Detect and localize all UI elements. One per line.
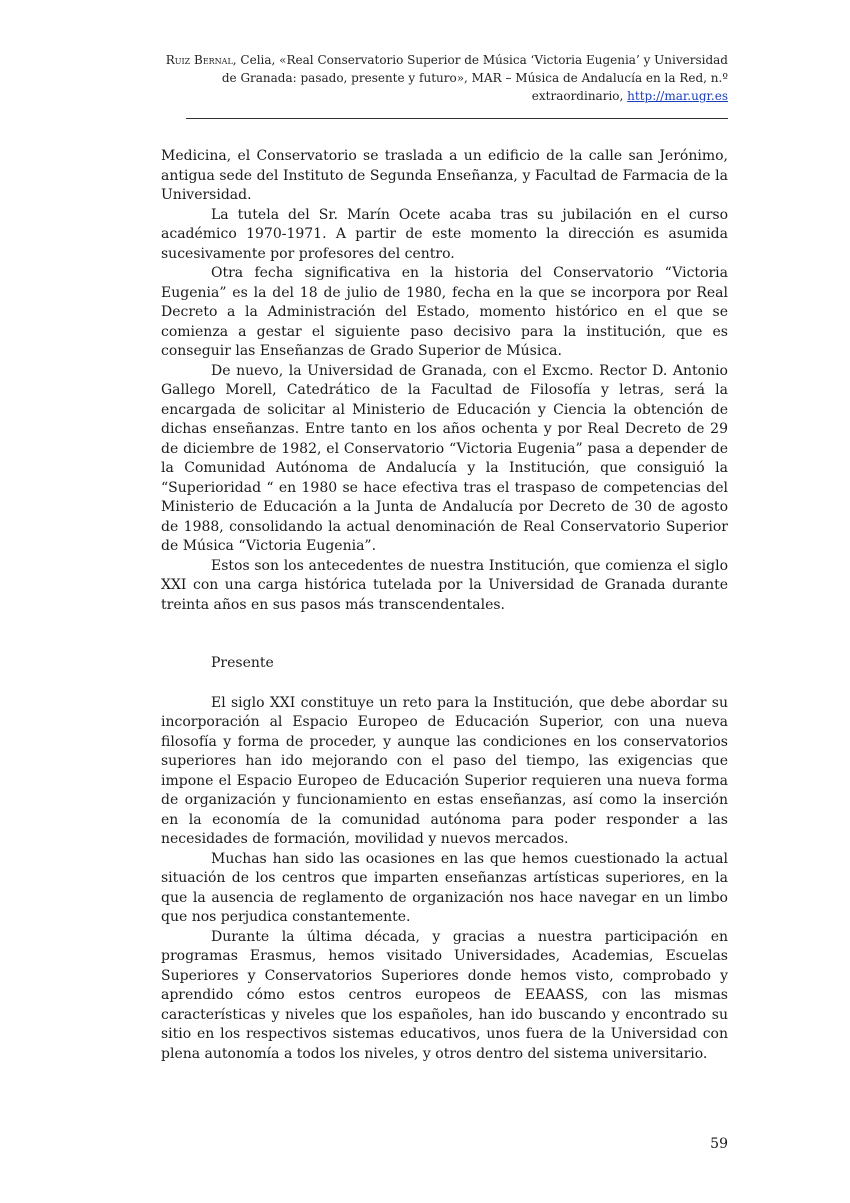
- paragraph: Otra fecha significativa en la historia del Conservatorio “Victoria Eugenia” es la del 18 de julio de 1980, fecha en la que se incorpora por Real Decreto a la Administración del Estado, momento histórico en el que se comienza a gestar el siguiente paso decisivo para la institución, que es conseguir las Enseñanzas de Grado Superior de Música.: [161, 265, 728, 359]
- paragraph: Medicina, el Conservatorio se traslada a un edificio de la calle san Jerónimo, antigua sede del Instituto de Segunda Enseñanza, y Facultad de Farmacia de la Universidad.: [161, 148, 728, 203]
- running-header: [128, 51, 728, 105]
- journal-link[interactable]: http://mar.ugr.es: [627, 89, 728, 103]
- citation-line-2: de Granada: pasado, presente y futuro», MAR – Música de Andalucía en la Red, n.º: [221, 71, 728, 85]
- page-number: 59: [710, 1136, 728, 1152]
- header-rule: [186, 118, 728, 119]
- paragraph: De nuevo, la Universidad de Granada, con el Excmo. Rector D. Antonio Gallego Morell, Catedrático de la Facultad de Filosofía y letras, será la encargada de solicitar al Ministerio de Educación y Ciencia la obtención de dichas enseñanzas. Entre tanto en los años ochenta y por Real Decreto de 29 de diciembre de 1982, el Conservatorio “Victoria Eugenia” pasa a depender de la Comunidad Autónoma de Andalucía y la Institución, que consiguió la “Superioridad “ en 1980 se hace efectiva tras el traspaso de competencias del Ministerio de Educación a la Junta de Andalucía por Decreto de 30 de agosto de 1988, consolidando la actual denominación de Real Conservatorio Superior de Música “Victoria Eugenia”.: [161, 362, 728, 554]
- paragraph: El siglo XXI constituye un reto para la Institución, que debe abordar su incorporación al Espacio Europeo de Educación Superior, con una nueva filosofía y forma de proceder, y aunque las condiciones en los conservatorios superiores han ido mejorando con el paso del tiempo, las exigencias que impone el Espacio Europeo de Educación Superior requieren una nueva forma de organización y funcionamiento en estas enseñanzas, así como la inserción en la economía de la comunidad autónoma para poder responder a las necesidades de formación, movilidad y nuevos mercados.: [161, 694, 728, 847]
- paragraph: La tutela del Sr. Marín Ocete acaba tras su jubilación en el curso académico 1970-1971. A partir de este momento la dirección es asumida sucesivamente por profesores del centro.: [161, 206, 728, 262]
- citation-line-1: Ruiz Bernal, Celia, «Real Conservatorio Superior de Música ‘Victoria Eugenia’ y Universidad: [165, 53, 728, 67]
- paragraph: Durante la última década, y gracias a nuestra participación en programas Erasmus, hemos visitado Universidades, Academias, Escuelas Superiores y Conservatorios Superiores donde hemos visto, comprobado y aprendido cómo estos centros europeos de EEAASS, con las mismas características y niveles que los españoles, han ido buscando y encontrado su sitio en los respectivos sistemas educativos, unos fuera de la Universidad con plena autonomía a todos los niveles, y otros dentro del sistema universitario.: [161, 928, 728, 1062]
- paragraph: Muchas han sido las ocasiones en las que hemos cuestionado la actual situación de los centros que imparten enseñanzas artísticas superiores, en la que la ausencia de reglamento de organización nos hace navegar en un limbo que nos perjudica constantemente.: [161, 850, 728, 925]
- section-heading: Presente: [211, 655, 274, 671]
- author-name: Ruiz Bernal: [165, 53, 233, 67]
- paragraph: Estos son los antecedentes de nuestra Institución, que comienza el siglo XXI con una carga histórica tutelada por la Universidad de Granada durante treinta años en sus pasos más transcendentales.: [161, 557, 728, 613]
- citation-line-3: extraordinario, http://mar.ugr.es: [531, 89, 728, 103]
- page-body: [161, 147, 728, 1064]
